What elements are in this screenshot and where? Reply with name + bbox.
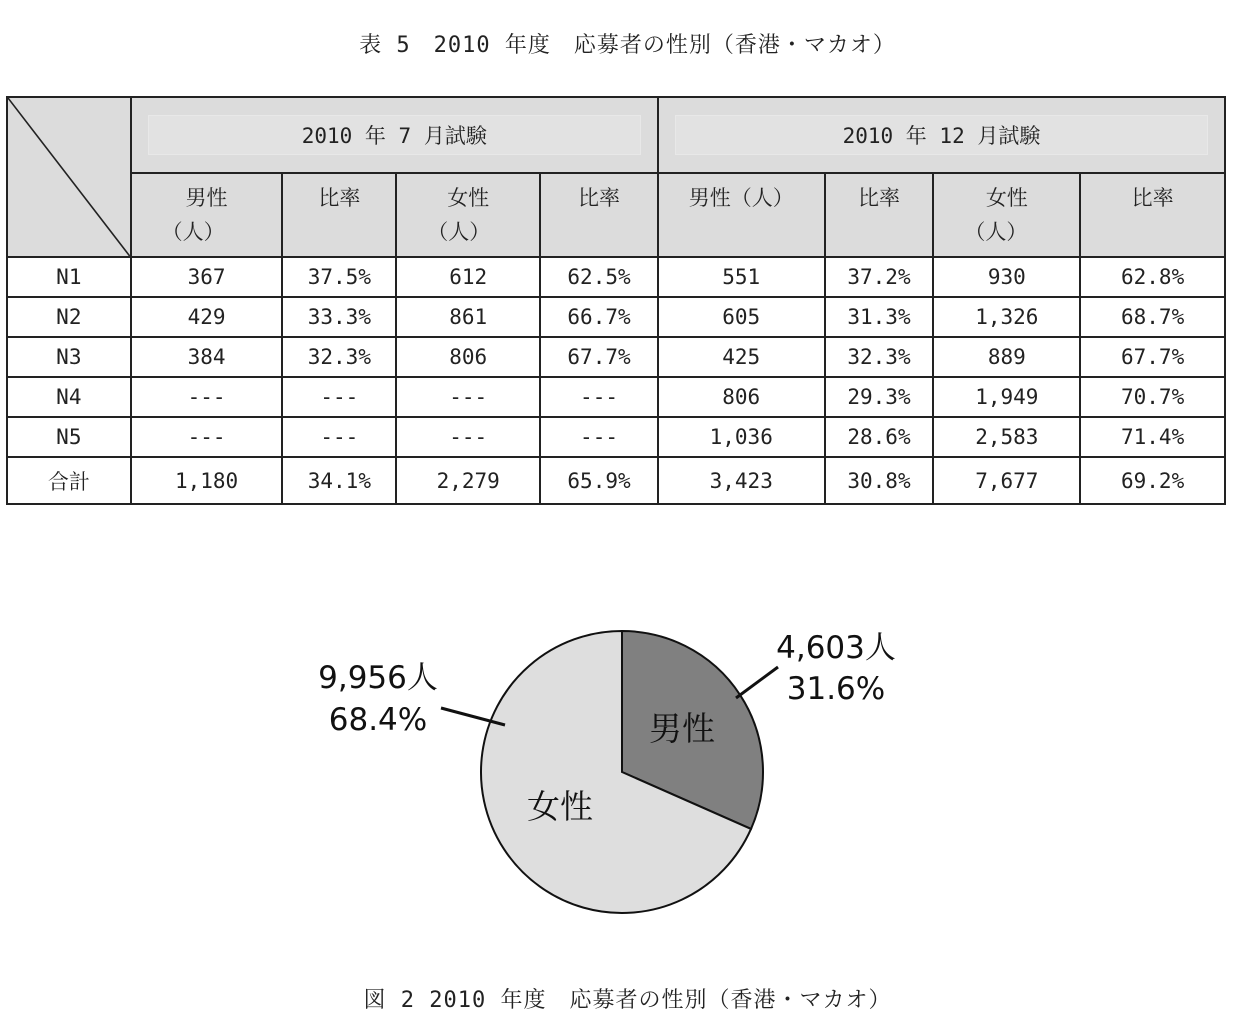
female-count-label: 9,956人 (318, 660, 438, 696)
header-label: 比率 (318, 186, 361, 210)
table-cell: 65.9% (540, 457, 658, 504)
header-unit: （人） (964, 219, 1028, 244)
table-cell: 62.5% (540, 257, 658, 297)
header-label: 女性 (985, 186, 1028, 210)
table-cell: --- (540, 417, 658, 457)
table-cell: 861 (396, 297, 540, 337)
table-cell: 62.8% (1080, 257, 1225, 297)
gender-pie-chart (0, 590, 1255, 970)
male-count-label: 4,603人 (776, 630, 896, 666)
table-cell: 3,423 (658, 457, 825, 504)
table-cell: 367 (131, 257, 283, 297)
table-cell: --- (396, 417, 540, 457)
male-slice-name: 男性 (649, 709, 715, 748)
female-slice-name: 女性 (527, 787, 593, 826)
table-cell: 37.2% (825, 257, 934, 297)
female-percent-label: 68.4% (328, 702, 428, 738)
table-cell: 33.3% (282, 297, 396, 337)
table-cell: 32.3% (825, 337, 934, 377)
table-row (7, 457, 1225, 504)
header-december-female-ratio (1080, 173, 1225, 257)
pie-slices (481, 631, 763, 913)
table-cell: 71.4% (1080, 417, 1225, 457)
table-cell: 69.2% (1080, 457, 1225, 504)
header-december-female (933, 173, 1080, 257)
table-cell: 67.7% (540, 337, 658, 377)
table-cell: 1,180 (131, 457, 283, 504)
table-cell: 806 (658, 377, 825, 417)
header-label: 比率 (578, 186, 621, 210)
table-cell: 31.3% (825, 297, 934, 337)
table-row (7, 377, 1225, 417)
header-unit: （人） (161, 219, 225, 244)
table-row (7, 257, 1225, 297)
table-cell: 34.1% (282, 457, 396, 504)
table-cell: 1,036 (658, 417, 825, 457)
header-label: 比率 (857, 186, 900, 210)
table-cell: 2,279 (396, 457, 540, 504)
table-cell: 2,583 (933, 417, 1080, 457)
table-cell: 384 (131, 337, 283, 377)
table-cell: --- (131, 417, 283, 457)
row-label: N5 (7, 417, 131, 457)
row-label: N4 (7, 377, 131, 417)
table-cell: 605 (658, 297, 825, 337)
table-cell: 7,677 (933, 457, 1080, 504)
table-cell: 425 (658, 337, 825, 377)
table-cell: 66.7% (540, 297, 658, 337)
table-cell: 30.8% (825, 457, 934, 504)
table-cell: --- (540, 377, 658, 417)
header-december-male (658, 173, 825, 257)
table-row (7, 297, 1225, 337)
row-label: N2 (7, 297, 131, 337)
header-july-male (131, 173, 283, 257)
diagonal-line (8, 98, 130, 256)
table-cell: 1,949 (933, 377, 1080, 417)
row-label: 合計 (7, 457, 131, 504)
table-cell: 28.6% (825, 417, 934, 457)
table-body (7, 257, 1225, 504)
table-cell: --- (131, 377, 283, 417)
header-label: 女性 (447, 186, 490, 210)
group-header-december-label: 2010 年 12 月試験 (675, 115, 1208, 155)
table-cell: 930 (933, 257, 1080, 297)
table-cell: 551 (658, 257, 825, 297)
header-label: 男性（人） (688, 186, 794, 210)
group-header-july (131, 97, 658, 173)
row-label: N3 (7, 337, 131, 377)
row-label: N1 (7, 257, 131, 297)
table-cell: --- (282, 377, 396, 417)
header-july-female-ratio (540, 173, 658, 257)
header-december-male-ratio (825, 173, 934, 257)
table-cell: 70.7% (1080, 377, 1225, 417)
header-unit: （人） (427, 219, 491, 244)
figure-caption: 図 2 2010 年度 応募者の性別（香港・マカオ） (363, 988, 892, 1013)
diagonal-corner-cell (7, 97, 131, 257)
group-header-july-label: 2010 年 7 月試験 (148, 115, 641, 155)
table-cell: 37.5% (282, 257, 396, 297)
table-row (7, 337, 1225, 377)
table-row (7, 417, 1225, 457)
gender-table (6, 96, 1226, 505)
header-label: 比率 (1131, 186, 1174, 210)
header-july-female (396, 173, 540, 257)
male-percent-label: 31.6% (786, 671, 886, 707)
table-cell: 29.3% (825, 377, 934, 417)
table-cell: --- (282, 417, 396, 457)
table-cell: 806 (396, 337, 540, 377)
table-cell: 67.7% (1080, 337, 1225, 377)
header-label: 男性 (185, 186, 228, 210)
table-cell: --- (396, 377, 540, 417)
table-cell: 32.3% (282, 337, 396, 377)
table-cell: 612 (396, 257, 540, 297)
table-cell: 889 (933, 337, 1080, 377)
male-leader-line (736, 667, 778, 698)
table-cell: 429 (131, 297, 283, 337)
table-cell: 1,326 (933, 297, 1080, 337)
table-cell: 68.7% (1080, 297, 1225, 337)
header-july-male-ratio (282, 173, 396, 257)
group-header-december (658, 97, 1225, 173)
table-caption: 表 5 2010 年度 応募者の性別（香港・マカオ） (359, 33, 896, 58)
